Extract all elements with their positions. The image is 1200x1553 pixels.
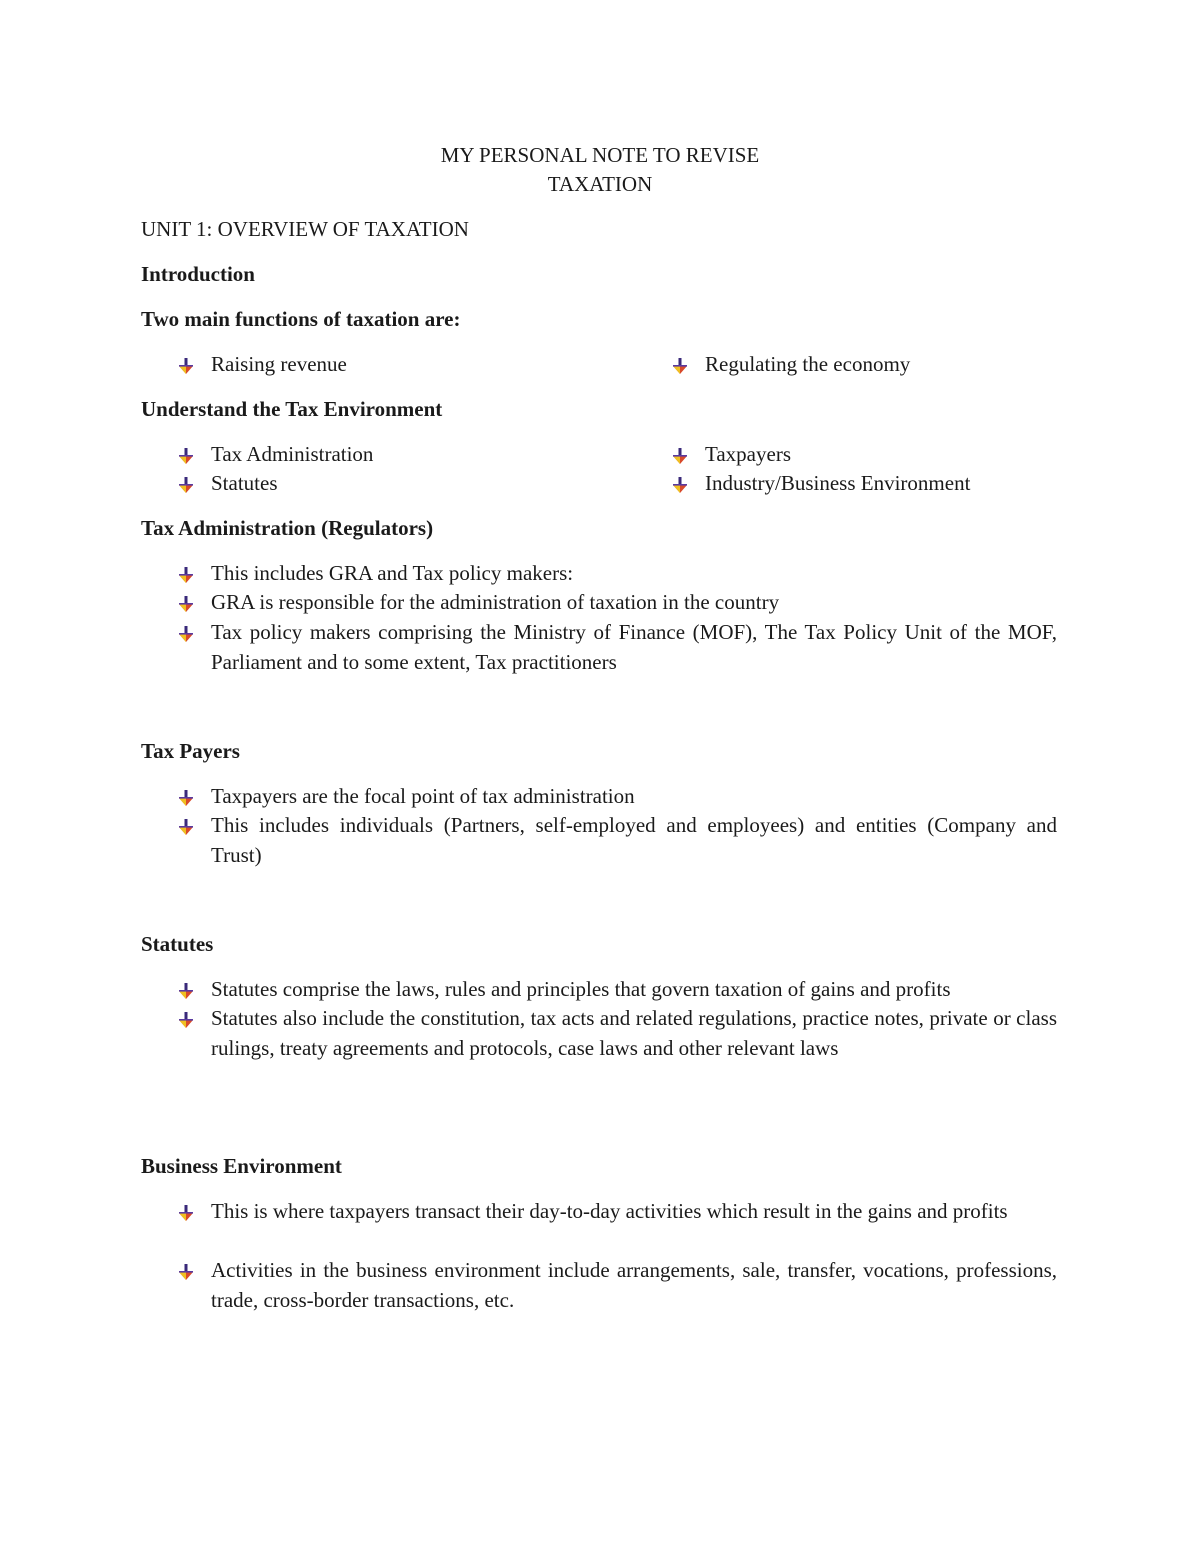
tax-payers-item: This includes individuals (Partners, self-employed and employees) and entities (Company and Trust) <box>211 813 1057 867</box>
arrow-down-bullet-icon <box>177 818 195 836</box>
function-item: Regulating the economy <box>705 352 911 376</box>
environment-item: Statutes <box>211 471 278 495</box>
tax-admin-heading: Tax Administration (Regulators) <box>141 516 434 540</box>
arrow-down-bullet-icon <box>671 447 689 465</box>
unit-heading: UNIT 1: OVERVIEW OF TAXATION <box>141 217 469 241</box>
environment-item: Tax Administration <box>211 442 374 466</box>
business-item: Activities in the business environment include arrangements, sale, transfer, vocations, professions, trade, cross-border transactions, etc. <box>211 1258 1057 1312</box>
document-title-line2: TAXATION <box>547 172 653 196</box>
environment-item: Industry/Business Environment <box>705 471 971 495</box>
tax-admin-item: GRA is responsible for the administration of taxation in the country <box>211 590 780 614</box>
arrow-down-bullet-icon <box>177 1263 195 1281</box>
environment-heading: Understand the Tax Environment <box>141 397 443 421</box>
tax-payers-item: Taxpayers are the focal point of tax administration <box>211 784 635 808</box>
arrow-down-bullet-icon <box>671 476 689 494</box>
introduction-heading: Introduction <box>141 262 255 286</box>
statutes-item: Statutes also include the constitution, tax acts and related regulations, practice notes, private or class rulings, treaty agreements and protocols, case laws and other relevant laws <box>211 1006 1057 1060</box>
arrow-down-bullet-icon <box>177 1011 195 1029</box>
business-item: This is where taxpayers transact their day-to-day activities which result in the gains and profits <box>211 1199 1008 1223</box>
tax-admin-item: This includes GRA and Tax policy makers: <box>211 561 574 585</box>
business-heading: Business Environment <box>141 1154 342 1178</box>
arrow-down-bullet-icon <box>671 357 689 375</box>
document-title-line1: MY PERSONAL NOTE TO REVISE <box>440 143 760 167</box>
environment-item: Taxpayers <box>705 442 791 466</box>
tax-admin-item: Tax policy makers comprising the Ministry of Finance (MOF), The Tax Policy Unit of the MOF, Parliament and to some extent, Tax practitioners <box>211 620 1057 674</box>
arrow-down-bullet-icon <box>177 447 195 465</box>
arrow-down-bullet-icon <box>177 789 195 807</box>
arrow-down-bullet-icon <box>177 357 195 375</box>
arrow-down-bullet-icon <box>177 566 195 584</box>
statutes-item: Statutes comprise the laws, rules and principles that govern taxation of gains and profits <box>211 977 951 1001</box>
tax-payers-heading: Tax Payers <box>141 739 240 763</box>
arrow-down-bullet-icon <box>177 625 195 643</box>
statutes-heading: Statutes <box>141 932 214 956</box>
arrow-down-bullet-icon <box>177 1204 195 1222</box>
arrow-down-bullet-icon <box>177 595 195 613</box>
arrow-down-bullet-icon <box>177 476 195 494</box>
function-item: Raising revenue <box>211 352 347 376</box>
arrow-down-bullet-icon <box>177 982 195 1000</box>
functions-heading: Two main functions of taxation are: <box>141 307 461 331</box>
